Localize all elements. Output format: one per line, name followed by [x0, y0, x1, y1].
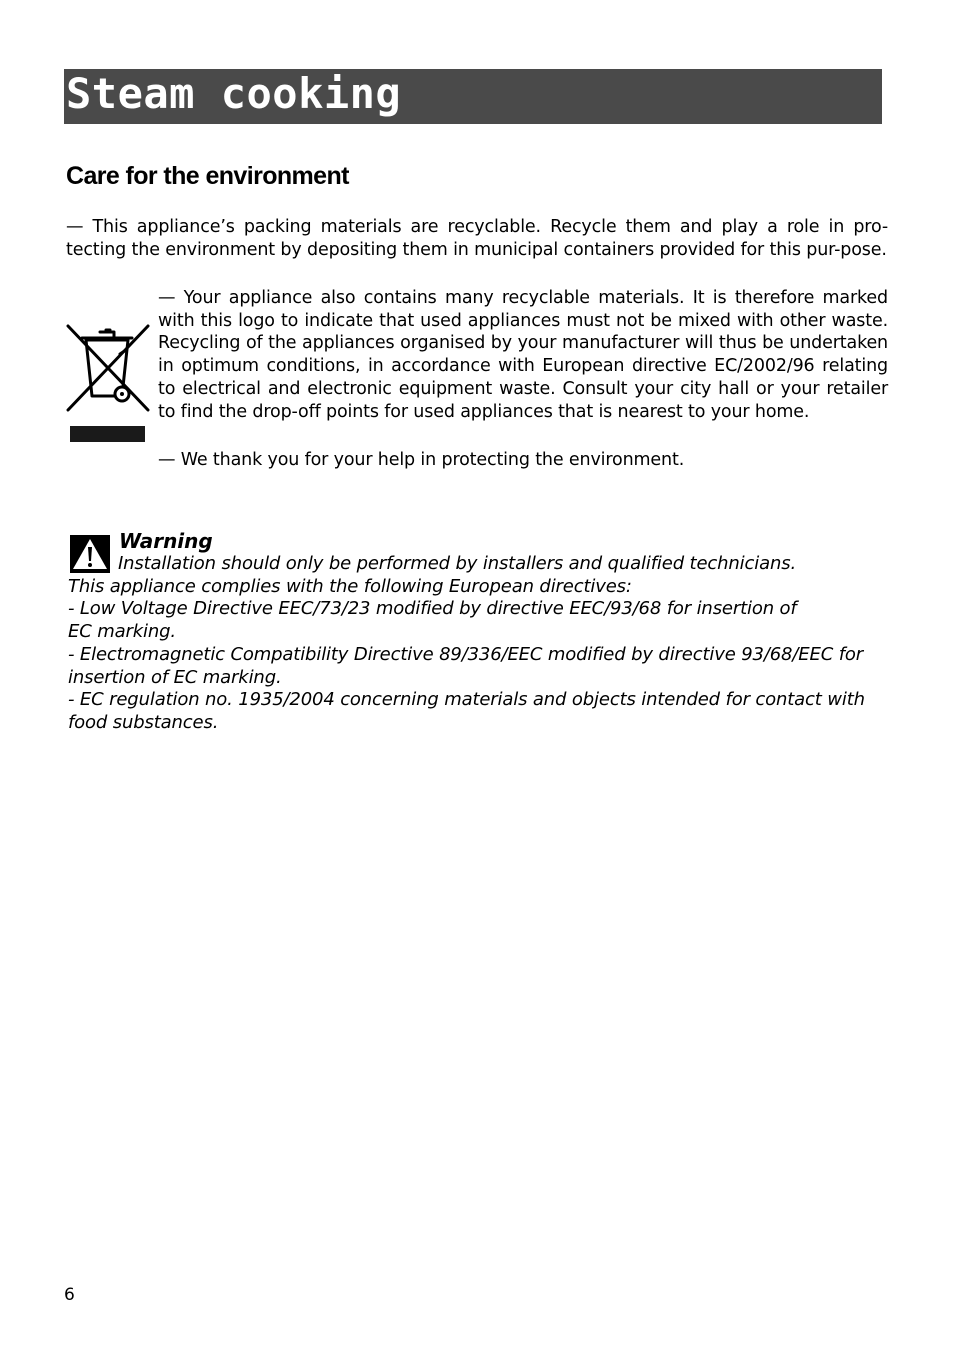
warning-line: This appliance complies with the following European directives:: [68, 575, 632, 597]
bin-logo-bar: [70, 426, 145, 442]
warning-line: insertion of EC marking.: [68, 666, 282, 688]
packing-paragraph: — This appliance’s packing materials are recyclable. Recycle them and play a role in pro-tecting the environment by depositing them in municipal containers provided for this pur-pose.: [66, 217, 888, 260]
warning-title: Warning: [119, 529, 213, 553]
warning-line: - Electromagnetic Compatibility Directive 89/336/EEC modified by directive 93/68/EEC for: [68, 643, 863, 665]
page-title: Steam cooking: [66, 69, 402, 118]
crossed-out-wheelie-bin-icon: [66, 318, 150, 414]
page-number: 6: [64, 1285, 75, 1305]
warning-text: [68, 553, 890, 735]
recycling-paragraph: — Your appliance also contains many recyclable materials. It is therefore marked with this logo to indicate that used appliances must not be mixed with other waste. Recycling of the appliances organised by your manufacturer will thus be undertaken in optimum conditions, in accordance with European directive EC/2002/96 relating to electrical and electronic equipment waste. Consult your city hall or your retailer to find the drop-off points for used appliances that is nearest to your home.: [158, 288, 888, 422]
warning-line: EC marking.: [68, 621, 176, 643]
page-banner: [64, 69, 882, 124]
warning-line: food substances.: [68, 711, 219, 733]
thanks-paragraph: — We thank you for your help in protecting the environment.: [158, 450, 685, 470]
section-heading: Care for the environment: [66, 162, 349, 190]
warning-line: Installation should only be performed by installers and qualified technicians.: [118, 553, 797, 574]
warning-line: - Low Voltage Directive EEC/73/23 modified by directive EEC/93/68 for insertion of: [68, 598, 797, 620]
warning-line: - EC regulation no. 1935/2004 concerning materials and objects intended for contact with: [68, 689, 865, 711]
